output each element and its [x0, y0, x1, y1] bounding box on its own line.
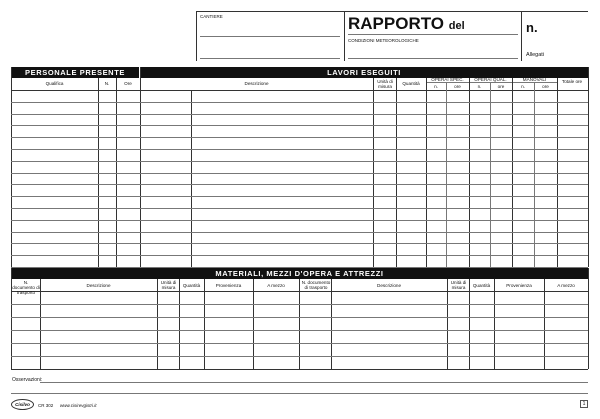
col-header-ore: Ore — [124, 81, 132, 86]
website-text: www.cisirevgistri.it — [60, 403, 97, 408]
mat-border-right — [588, 268, 589, 369]
col-header-qual-n: n. — [477, 84, 482, 89]
page-marker — [580, 400, 588, 408]
col-header-man-n: n. — [521, 84, 525, 89]
top-table-row-line — [11, 114, 588, 115]
allegati-label: Allegati — [526, 52, 545, 58]
top-table-row-line — [11, 102, 588, 103]
brand-logo — [11, 399, 34, 410]
top-table-row-line — [11, 208, 588, 209]
condizioni-label: CONDIZIONI METEOROLOGICHE — [348, 38, 419, 43]
top-table-row-line — [11, 255, 588, 256]
mat-l-header-desc: Descrizione — [86, 283, 111, 288]
materiali-row-line — [11, 317, 588, 318]
osservazioni-line-1 — [40, 382, 588, 383]
cantiere-write-line-2 — [200, 58, 340, 59]
col-header-unita: Unità di misura — [377, 79, 393, 89]
materiali-section-title: MATERIALI, MEZZI D'OPERA E ATTREZZI — [11, 268, 588, 279]
materiali-row-line — [11, 330, 588, 331]
top-table-row-line — [11, 173, 588, 174]
top-table-border-right — [588, 67, 589, 267]
top-table-row-line — [11, 232, 588, 233]
top-table-row-line — [11, 125, 588, 126]
col-header-man-ore: ore — [542, 84, 549, 89]
col-line-desc-inner — [191, 90, 192, 267]
osservazioni-label: Osservazioni: — [12, 377, 43, 383]
rapporto-title — [348, 14, 465, 36]
mat-l-header-doc: N. documento di trasporto — [12, 280, 40, 295]
mat-l-header-mezzo: A mezzo — [267, 283, 285, 288]
col-header-descrizione: Descrizione — [244, 81, 269, 86]
mat-r-header-desc: Descrizione — [377, 283, 401, 288]
page-marker-text: 1 — [582, 401, 586, 407]
personale-section-title: PERSONALE PRESENTE — [11, 67, 139, 78]
osservazioni-label-text: Osservazioni — [12, 377, 41, 383]
header-divider-mid — [344, 11, 345, 61]
mat-r-header-mezzo: A mezzo — [557, 283, 575, 288]
col-line-ore — [140, 67, 141, 267]
header-divider-left — [196, 11, 197, 61]
col-header-quantita: Quantità — [402, 81, 420, 86]
top-table-row-line — [11, 149, 588, 150]
top-table-row-line — [11, 243, 588, 244]
header-top-line — [196, 11, 588, 12]
col-header-spec-n: n. — [434, 84, 438, 89]
col-line-qual-n — [490, 82, 491, 267]
rapporto-title-text: RAPPORTO — [348, 14, 445, 33]
col-header-qualifica: Qualifica — [45, 81, 64, 86]
header-divider-right — [521, 11, 522, 61]
col-header-n: N. — [104, 81, 110, 86]
col-header-spec-ore: ore — [454, 84, 461, 89]
top-table-row-line — [11, 137, 588, 138]
brand-logo-text: Cisilvo — [15, 402, 30, 407]
top-table-row-line — [11, 184, 588, 185]
col-line-spec-n — [446, 82, 447, 267]
col-header-totale: Totale ore — [561, 79, 583, 84]
col-header-operai-qual: OPERAI QUAL. — [474, 77, 507, 82]
mat-r-header-quantita: Quantità — [472, 283, 491, 288]
osservazioni-line-2 — [11, 393, 588, 394]
col-header-qual-ore: ore — [497, 84, 505, 89]
materiali-row-line — [11, 343, 588, 344]
col-line-man-n — [534, 82, 535, 267]
mat-r-header-doc: N. documento di trasporto — [301, 280, 331, 290]
cantiere-label: CANTIERE — [200, 14, 223, 19]
materiali-row-line — [11, 304, 588, 305]
col-header-operai-spec: OPERAI SPEC. — [431, 77, 464, 82]
condizioni-write-line — [348, 58, 518, 59]
materiali-row-line — [11, 356, 588, 357]
top-table-row-line — [11, 220, 588, 221]
top-table-row-line — [11, 196, 588, 197]
mat-border-bottom — [11, 369, 588, 370]
mat-r-header-unita: Unità di misura — [450, 280, 467, 290]
col-header-manovali: MANOVALI — [522, 77, 547, 82]
lavori-section-title: LAVORI ESEGUITI — [140, 67, 588, 78]
rapporto-title-suffix: del — [448, 20, 465, 32]
mat-l-header-prov: Provenienza — [215, 283, 242, 288]
mat-r-header-prov: Provenienza — [506, 283, 532, 288]
number-label: n. — [526, 20, 538, 35]
top-table-row-line — [11, 161, 588, 162]
cantiere-write-line — [200, 36, 340, 37]
top-table-border-left — [11, 67, 12, 267]
mat-l-header-unita: Unità di misura — [160, 280, 177, 290]
mat-l-header-quantita: Quantità — [182, 283, 201, 288]
product-code: CR 302 — [38, 403, 54, 408]
